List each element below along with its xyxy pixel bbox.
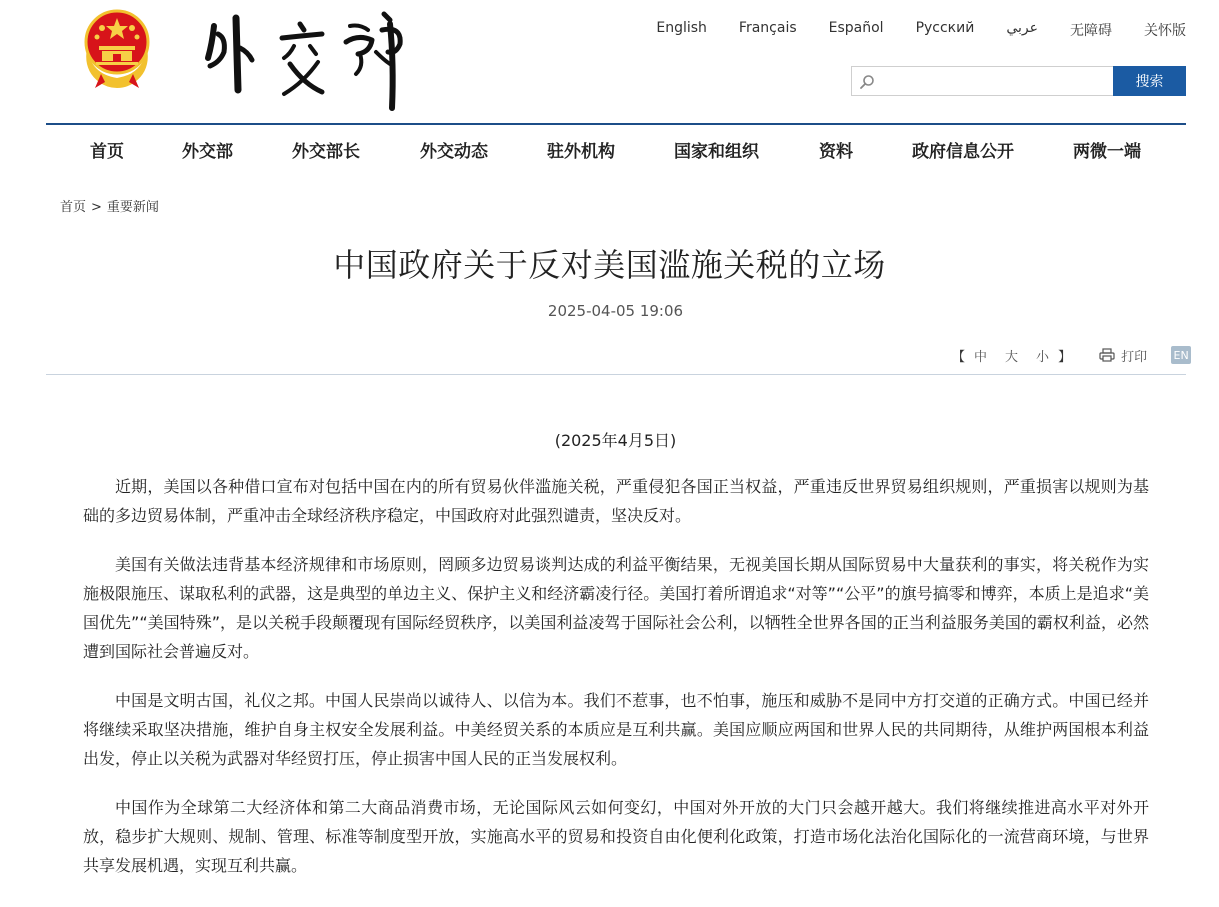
article-paragraph: 中国作为全球第二大经济体和第二大商品消费市场，无论国际风云如何变幻，中国对外开放的大门只会越开越大。我们将继续推进高水平对外开放，稳步扩大规则、规制、管理、标准等制度型开放，实施高水平的贸易和投资自由化便利化政策，打造市场化法治化国际化的一流营商环境，与世界共享发展机遇，实现互利共赢。 bbox=[83, 798, 1149, 875]
nav-item-minister[interactable]: 外交部长 bbox=[292, 142, 360, 162]
breadcrumb bbox=[60, 196, 159, 215]
font-size-bracket-close: 】 bbox=[1058, 349, 1072, 365]
nav-item-diplomatic-news[interactable]: 外交动态 bbox=[420, 142, 488, 162]
article-paragraph: 美国有关做法违背基本经济规律和市场原则，罔顾多边贸易谈判达成的利益平衡结果，无视美国长期从国际贸易中大量获利的事实，将关税作为实施极限施压、谋取私利的武器，这是典型的单边主义、保护主义和经济霸凌行径。美国打着所谓追求“对等”“公平”的旗号搞零和博弈，本质上是追求“美国优先”“美国特殊”，是以关税手段颠覆现有国际经贸秩序，以美国利益凌驾于国际社会公利，以牺牲全世界各国的正当利益服务美国的霸权利益，必然遭到国际社会普遍反对。 bbox=[83, 555, 1149, 661]
main-nav bbox=[46, 126, 1186, 172]
search-bar bbox=[851, 66, 1186, 96]
accessibility-link[interactable]: 无障碍 bbox=[1070, 23, 1112, 39]
font-size-medium-button[interactable]: 大 bbox=[1005, 349, 1019, 365]
article-dateline: (2025年4月5日) bbox=[554, 431, 677, 450]
english-version-button[interactable]: EN bbox=[1171, 346, 1191, 364]
breadcrumb-separator: > bbox=[91, 200, 102, 215]
article-tools bbox=[952, 345, 1191, 365]
ministry-calligraphy-logo[interactable] bbox=[200, 4, 415, 112]
language-bar bbox=[656, 20, 1186, 40]
national-emblem-logo[interactable] bbox=[77, 4, 157, 90]
breadcrumb-current[interactable]: 重要新闻 bbox=[106, 200, 159, 215]
article-date: 2025-04-05 19:06 bbox=[547, 302, 684, 320]
search-button[interactable]: 搜索 bbox=[1113, 66, 1186, 96]
nav-item-home[interactable]: 首页 bbox=[90, 142, 124, 162]
article-paragraph: 中国是文明古国，礼仪之邦。中国人民崇尚以诚待人、以信为本。我们不惹事，也不怕事，施压和威胁不是同中方打交道的正确方式。中国已经并将继续采取坚决措施，维护自身主权安全发展利益。中美经贸关系的本质应是互利共赢。美国应顺应两国和世界人民的共同期待，从维护两国根本利益出发，停止以关税为武器对华经贸打压，停止损害中国人民的正当发展权利。 bbox=[83, 691, 1149, 768]
content-divider bbox=[46, 374, 1186, 375]
search-input[interactable] bbox=[852, 67, 1113, 95]
printer-icon bbox=[1099, 348, 1115, 362]
article-paragraph: 近期，美国以各种借口宣布对包括中国在内的所有贸易伙伴滥施关税，严重侵犯各国正当权益，严重违反世界贸易组织规则，严重损害以规则为基础的多边贸易体制，严重冲击全球经济秩序稳定，中国政府对此强烈谴责，坚决反对。 bbox=[83, 477, 1149, 525]
breadcrumb-home[interactable]: 首页 bbox=[60, 200, 87, 215]
print-button[interactable] bbox=[1099, 346, 1147, 365]
search-field-wrapper bbox=[851, 66, 1113, 96]
print-label: 打印 bbox=[1121, 349, 1148, 365]
nav-item-ministry[interactable]: 外交部 bbox=[182, 142, 233, 162]
nav-top-rule bbox=[46, 123, 1186, 125]
lang-link-spanish[interactable]: Español bbox=[828, 20, 884, 36]
nav-item-gov-info[interactable]: 政府信息公开 bbox=[912, 142, 1014, 162]
font-size-large-button[interactable]: 中 bbox=[974, 349, 988, 365]
font-size-small-button[interactable]: 小 bbox=[1036, 349, 1050, 365]
nav-item-countries[interactable]: 国家和组织 bbox=[674, 142, 759, 162]
lang-link-french[interactable]: Français bbox=[738, 20, 797, 36]
search-icon bbox=[859, 74, 875, 90]
font-size-bracket-open: 【 bbox=[952, 349, 966, 365]
lang-link-arabic[interactable]: عربي bbox=[1006, 20, 1038, 36]
nav-item-resources[interactable]: 资料 bbox=[819, 142, 853, 162]
site-header bbox=[0, 0, 1219, 124]
article-body bbox=[83, 472, 1149, 900]
nav-item-media[interactable]: 两微一端 bbox=[1073, 142, 1141, 162]
article-title: 中国政府关于反对美国滥施关税的立场 bbox=[333, 246, 886, 284]
lang-link-russian[interactable]: Русский bbox=[915, 20, 975, 36]
lang-link-english[interactable]: English bbox=[656, 20, 707, 36]
care-version-link[interactable]: 关怀版 bbox=[1144, 23, 1186, 39]
nav-item-missions[interactable]: 驻外机构 bbox=[547, 142, 615, 162]
